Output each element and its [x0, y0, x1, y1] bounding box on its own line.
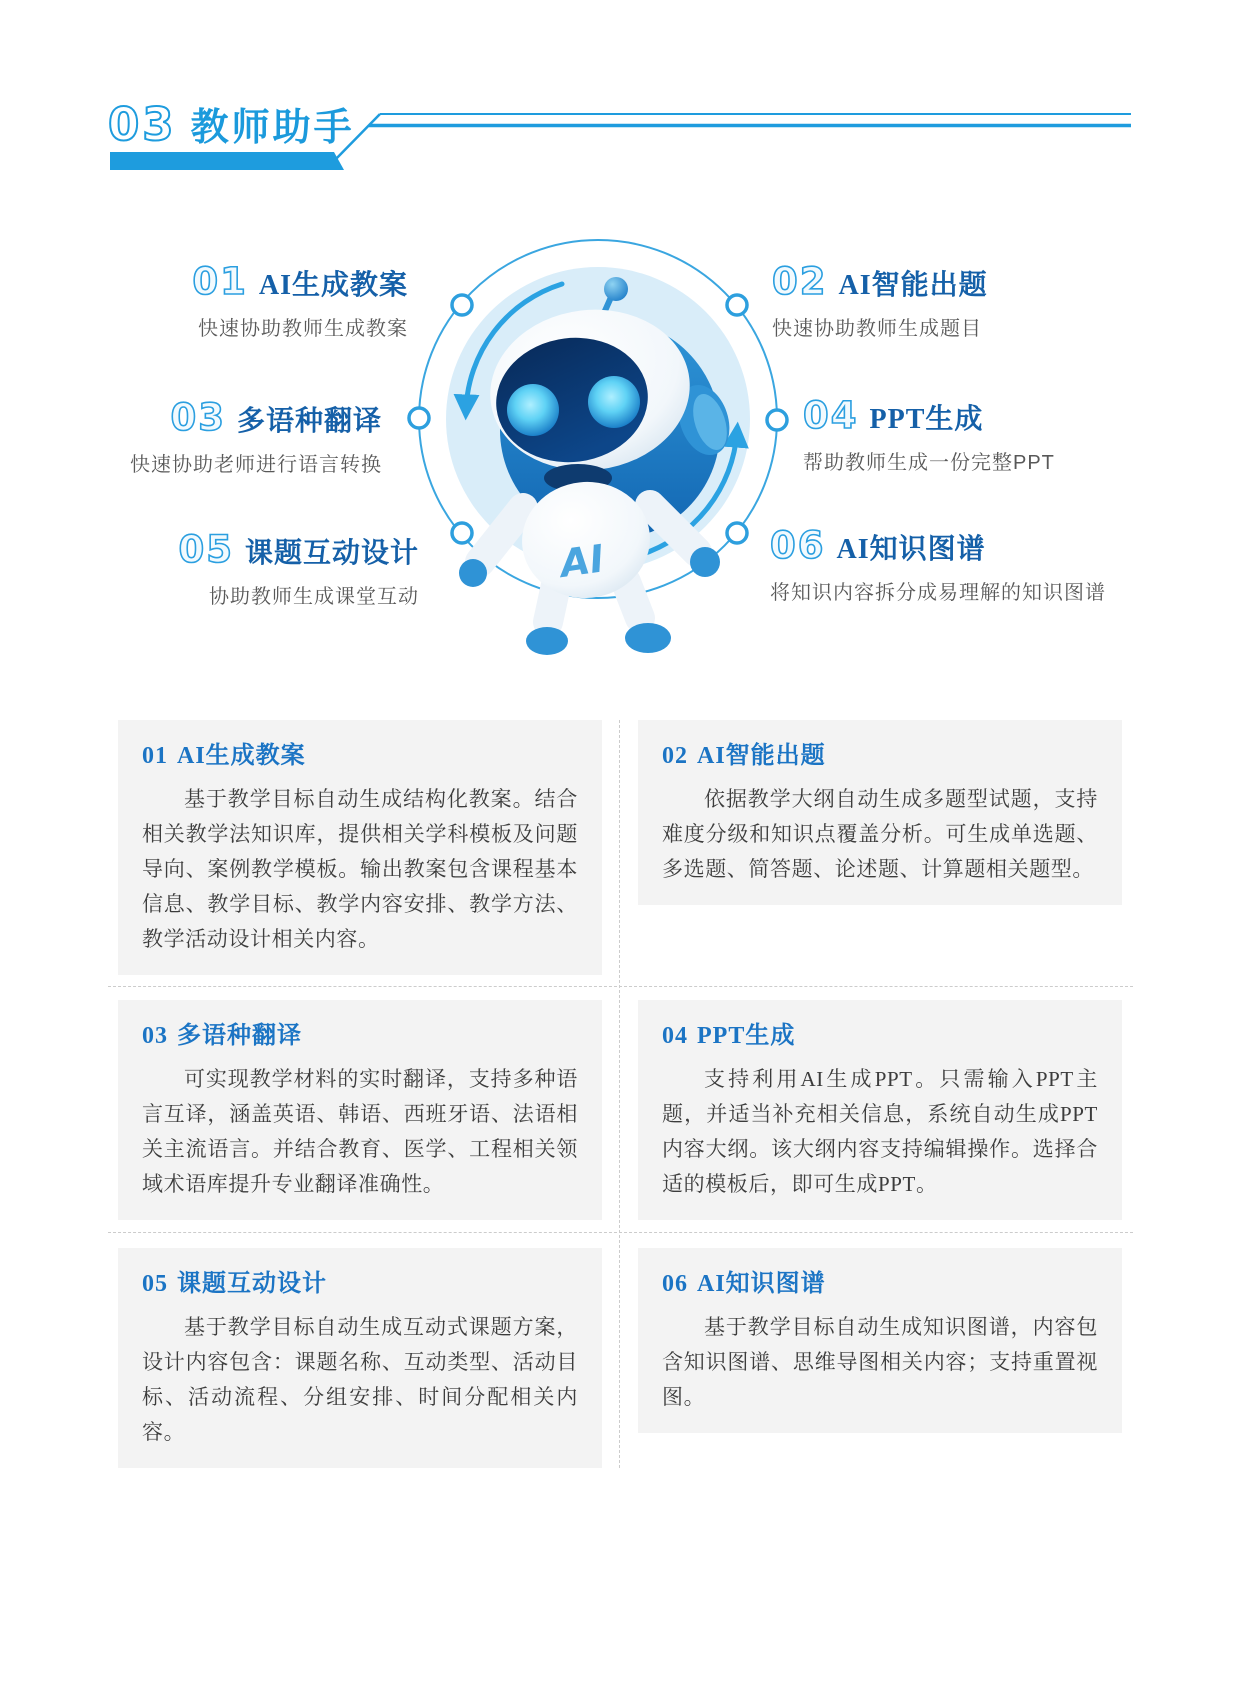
card-title-text: AI知识图谱 — [697, 1271, 826, 1297]
feature-title: PPT生成 — [869, 404, 984, 435]
feature-number: 06 — [770, 524, 826, 567]
feature-desc: 快速协助教师生成教案 — [198, 318, 408, 340]
card-title — [662, 740, 1098, 772]
card-number: 03 — [142, 1023, 168, 1049]
horizontal-divider — [108, 986, 1133, 987]
card-title — [142, 1268, 578, 1300]
feature-card-05 — [118, 1248, 602, 1468]
feature-number: 03 — [170, 396, 226, 439]
card-number: 05 — [142, 1271, 168, 1297]
feature-number: 05 — [178, 528, 234, 571]
feature-card-03 — [118, 1000, 602, 1220]
card-body: 基于教学目标自动生成互动式课题方案，设计内容包含：课题名称、互动类型、活动目标、活动流程、分组安排、时间分配相关内容。 — [142, 1315, 578, 1444]
card-title — [662, 1020, 1098, 1052]
feature-title: AI生成教案 — [258, 270, 408, 301]
feature-title: 多语种翻译 — [236, 406, 382, 437]
feature-desc: 帮助教师生成一份完整PPT — [803, 452, 1055, 474]
card-number: 01 — [142, 743, 168, 769]
card-body: 依据教学大纲自动生成多题型试题，支持难度分级和知识点覆盖分析。可生成单选题、多选题、简答题、论述题、计算题相关题型。 — [662, 787, 1098, 881]
card-number: 04 — [662, 1023, 688, 1049]
feature-card-01 — [118, 720, 602, 975]
feature-number: 01 — [192, 260, 248, 303]
card-title-text: 多语种翻译 — [177, 1023, 302, 1049]
card-title — [142, 740, 578, 772]
card-title-text: PPT生成 — [697, 1023, 796, 1049]
feature-title: 课题互动设计 — [244, 538, 419, 569]
horizontal-divider — [108, 1232, 1133, 1233]
feature-desc: 将知识内容拆分成易理解的知识图谱 — [770, 582, 1106, 604]
card-title-text: AI生成教案 — [177, 743, 306, 769]
feature-desc: 快速协助老师进行语言转换 — [130, 454, 382, 476]
feature-desc: 快速协助教师生成题目 — [772, 318, 982, 340]
feature-title: AI知识图谱 — [836, 534, 986, 565]
feature-number: 04 — [803, 394, 859, 437]
section-title: 教师助手 — [190, 107, 355, 149]
card-title-text: 课题互动设计 — [177, 1271, 327, 1297]
robot-chest-label: AI — [557, 536, 607, 586]
card-body: 基于教学目标自动生成结构化教案。结合相关教学法知识库，提供相关学科模板及问题导向、案例教学模板。输出教案包含课程基本信息、教学目标、教学内容安排、教学方法、教学活动设计相关内容。 — [142, 787, 578, 951]
feature-number: 02 — [772, 260, 828, 303]
feature-card-06 — [638, 1248, 1122, 1433]
card-number: 06 — [662, 1271, 688, 1297]
card-body: 基于教学目标自动生成知识图谱，内容包含知识图谱、思维导图相关内容；支持重置视图。 — [662, 1315, 1098, 1409]
feature-desc: 协助教师生成课堂互动 — [209, 586, 419, 608]
card-title-text: AI智能出题 — [697, 743, 826, 769]
vertical-divider — [619, 720, 620, 1468]
card-title — [662, 1268, 1098, 1300]
feature-title: AI智能出题 — [838, 270, 988, 301]
card-title — [142, 1020, 578, 1052]
card-body: 支持利用AI生成PPT。只需输入PPT主题，并适当补充相关信息，系统自动生成PPT内容大纲。该大纲内容支持编辑操作。选择合适的模板后，即可生成PPT。 — [662, 1067, 1098, 1196]
section-number: 03 — [108, 98, 177, 151]
card-body: 可实现教学材料的实时翻译，支持多种语言互译，涵盖英语、韩语、西班牙语、法语相关主流语言。并结合教育、医学、工程相关领域术语库提升专业翻译准确性。 — [142, 1067, 578, 1196]
card-number: 02 — [662, 743, 688, 769]
feature-card-02 — [638, 720, 1122, 905]
feature-card-04 — [638, 1000, 1122, 1220]
